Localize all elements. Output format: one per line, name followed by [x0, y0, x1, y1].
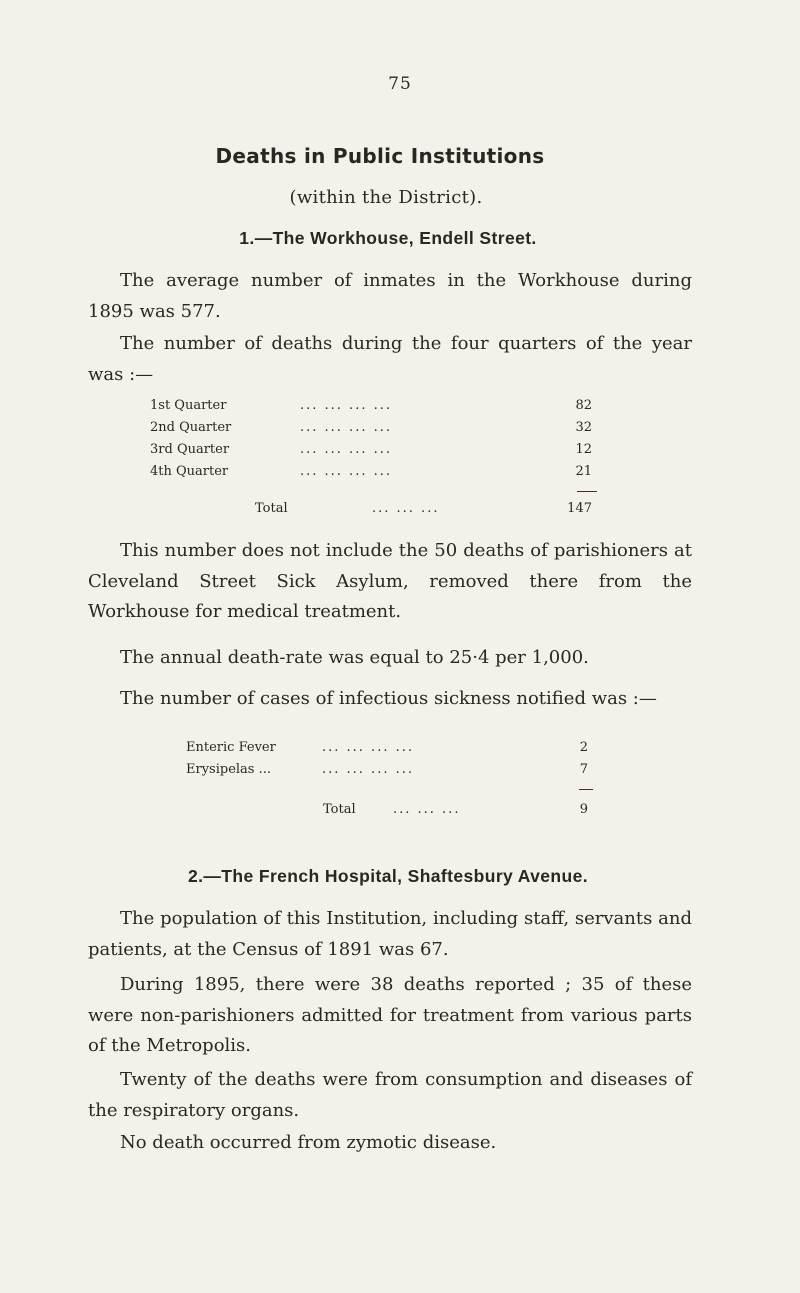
total-rule [577, 491, 597, 492]
table-row [150, 442, 600, 460]
row-value: 2 [579, 740, 588, 755]
row-value: 82 [575, 398, 592, 413]
row-label: Erysipelas ... [186, 762, 272, 777]
paragraph-infectious-intro: The number of cases of infectious sickness notified was :— [120, 688, 657, 709]
total-rule [579, 789, 593, 790]
page-subtitle: (within the District). [289, 187, 483, 208]
table-row [186, 762, 600, 780]
section-heading-french-hospital: 2.—The French Hospital, Shaftesbury Avenue. [187, 866, 588, 886]
table-row-total [150, 501, 600, 519]
page-title: Deaths in Public Institutions [215, 144, 545, 168]
leader-dots: ... ... ... ... [322, 740, 414, 755]
row-label: Enteric Fever [186, 740, 276, 755]
paragraph-deaths-reported: During 1895, there were 38 deaths reported ; 35 of these were non-parishioners admitted for treatment from various parts of the Metropolis. [88, 974, 692, 1056]
row-value: 32 [575, 420, 592, 435]
row-label: 3rd Quarter [150, 442, 230, 457]
leader-dots: ... ... ... ... [300, 442, 392, 457]
paragraph-population: The population of this Institution, including staff, servants and patients, at the Census of 1891 was 67. [88, 908, 692, 960]
leader-dots: ... ... ... ... [300, 398, 392, 413]
total-value: 9 [579, 802, 588, 817]
leader-dots: ... ... ... ... [300, 464, 392, 479]
table-row [150, 464, 600, 482]
row-label: 1st Quarter [150, 398, 227, 413]
total-value: 147 [567, 501, 592, 516]
table-row-total [186, 802, 600, 820]
paragraph-average-inmates: The average number of inmates in the Workhouse during 1895 was 577. [88, 270, 692, 322]
row-value: 12 [575, 442, 592, 457]
quarters-table [150, 398, 600, 528]
section-heading-workhouse: 1.—The Workhouse, Endell Street. [239, 228, 537, 248]
leader-dots: ... ... ... ... [322, 762, 414, 777]
sickness-table [186, 740, 600, 830]
row-value: 21 [575, 464, 592, 479]
table-row [186, 740, 600, 758]
row-label: 4th Quarter [150, 464, 229, 479]
paragraph-consumption: Twenty of the deaths were from consumption and diseases of the respiratory organs. [88, 1069, 692, 1121]
table-row [150, 420, 600, 438]
paragraph-zymotic: No death occurred from zymotic disease. [120, 1132, 497, 1153]
leader-dots: ... ... ... [372, 501, 440, 516]
row-label: 2nd Quarter [150, 420, 232, 435]
total-label: Total [323, 802, 356, 817]
page-number: 75 [388, 74, 412, 94]
leader-dots: ... ... ... ... [300, 420, 392, 435]
row-value: 7 [579, 762, 588, 777]
paragraph-death-rate: The annual death-rate was equal to 25·4 per 1,000. [120, 647, 589, 668]
table-row [150, 398, 600, 416]
paragraph-cleveland-street: This number does not include the 50 deaths of parishioners at Cleveland Street Sick Asylum, removed there from the Workhouse for medical treatment. [88, 540, 692, 622]
paragraph-deaths-quarters-intro: The number of deaths during the four quarters of the year was :— [88, 333, 692, 385]
total-label: Total [255, 501, 288, 516]
leader-dots: ... ... ... [393, 802, 461, 817]
